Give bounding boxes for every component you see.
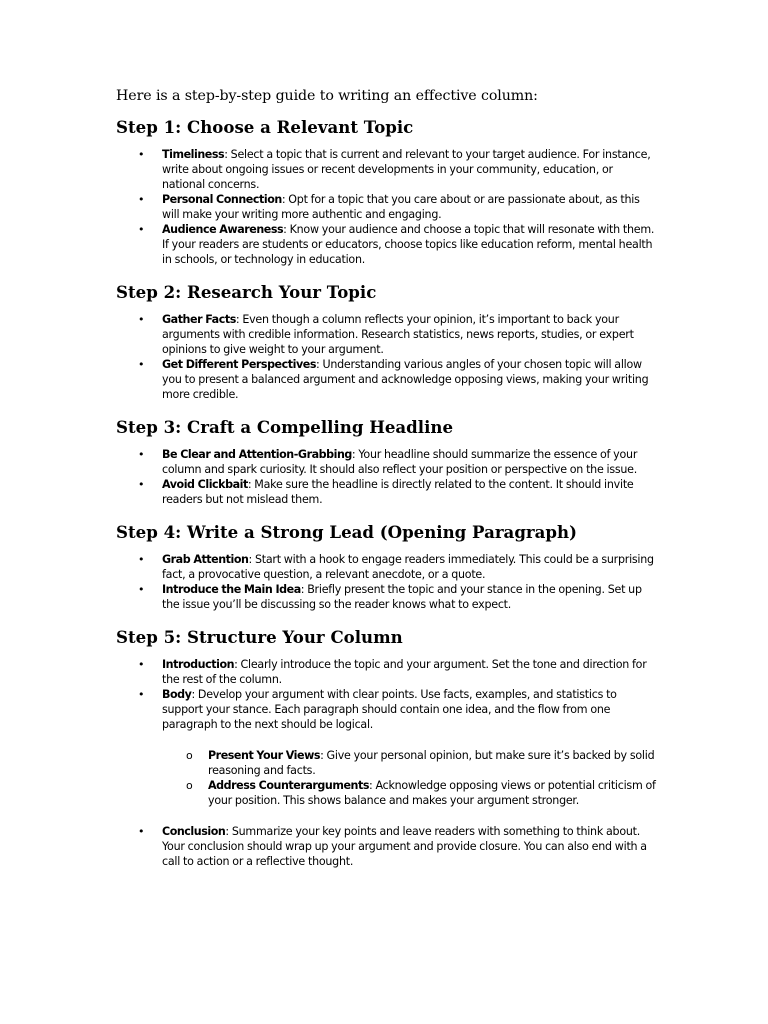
step-3-heading: Step 3: Craft a Compelling Headline [116, 417, 454, 437]
bullet-icon: • [138, 313, 145, 326]
list-item: • Body: Develop your argument with clear points. Use facts, examples, and statistics to support your stance. Each paragraph should contain one idea, and the flow from one paragraph to the next should be logical. [138, 688, 617, 731]
list-item: • Audience Awareness: Know your audience and choose a topic that will resonate with them. If your readers are students or educators, choose topics like education reform, mental health in schools, or technology in education. [138, 223, 655, 266]
bullet-icon: • [138, 825, 145, 838]
sub-list-item: o Present Your Views: Give your personal opinion, but make sure it’s backed by solid reasoning and facts. [186, 749, 655, 777]
list-item: • Conclusion: Summarize your key points and leave readers with something to think about. Your conclusion should wrap up your argument and provide closure. You can also end with a call to action or a reflective thought. [138, 825, 647, 868]
list-item: • Timeliness: Select a topic that is current and relevant to your target audience. For instance, write about ongoing issues or recent developments in your community, education, or national concerns. [138, 148, 651, 191]
step-3-list [116, 447, 656, 507]
intro-text: Here is a step-by-step guide to writing an effective column: [116, 88, 538, 104]
step-5-sublist [116, 748, 656, 808]
step-2-heading: Step 2: Research Your Topic [116, 282, 377, 302]
list-item: • Introduction: Clearly introduce the topic and your argument. Set the tone and direction for the rest of the column. [138, 658, 647, 686]
step-5-conclusion-list [116, 824, 656, 869]
list-item: • Avoid Clickbait: Make sure the headline is directly related to the content. It should invite readers but not mislead them. [138, 478, 634, 506]
step-5-heading: Step 5: Structure Your Column [116, 627, 403, 647]
list-item: • Gather Facts: Even though a column reflects your opinion, it’s important to back your arguments with credible information. Research statistics, news reports, studies, or expert opinions to give weight to your argument. [138, 313, 634, 356]
step-1-list [116, 147, 656, 267]
step-1-heading: Step 1: Choose a Relevant Topic [116, 117, 414, 137]
list-item: • Introduce the Main Idea: Briefly present the topic and your stance in the opening. Set up the issue you’ll be discussing so the reader knows what to expect. [138, 583, 642, 611]
list-item: • Be Clear and Attention-Grabbing: Your headline should summarize the essence of your column and spark curiosity. It should also reflect your position or perspective on the issue. [138, 448, 638, 476]
bullet-icon: • [138, 223, 145, 236]
bullet-icon: • [138, 553, 145, 566]
step-2-list [116, 312, 656, 402]
document-page [116, 86, 656, 882]
list-item: • Get Different Perspectives: Understanding various angles of your chosen topic will allow you to present a balanced argument and acknowledge opposing views, making your writing more credible. [138, 358, 649, 401]
bullet-icon: • [138, 148, 145, 161]
circle-bullet-icon: o [186, 749, 193, 762]
step-5-list [116, 657, 656, 732]
bullet-icon: • [138, 478, 145, 491]
bullet-icon: • [138, 583, 145, 596]
bullet-icon: • [138, 448, 145, 461]
bullet-icon: • [138, 688, 145, 701]
circle-bullet-icon: o [186, 779, 193, 792]
bullet-icon: • [138, 658, 145, 671]
list-item: • Personal Connection: Opt for a topic that you care about or are passionate about, as this will make your writing more authentic and engaging. [138, 193, 640, 221]
step-4-heading: Step 4: Write a Strong Lead (Opening Paragraph) [116, 522, 577, 542]
step-4-list [116, 552, 656, 612]
bullet-icon: • [138, 358, 145, 371]
bullet-icon: • [138, 193, 145, 206]
list-item: • Grab Attention: Start with a hook to engage readers immediately. This could be a surprising fact, a provocative question, a relevant anecdote, or a quote. [138, 553, 654, 581]
sub-list-item: o Address Counterarguments: Acknowledge opposing views or potential criticism of your position. This shows balance and makes your argument stronger. [186, 779, 656, 807]
